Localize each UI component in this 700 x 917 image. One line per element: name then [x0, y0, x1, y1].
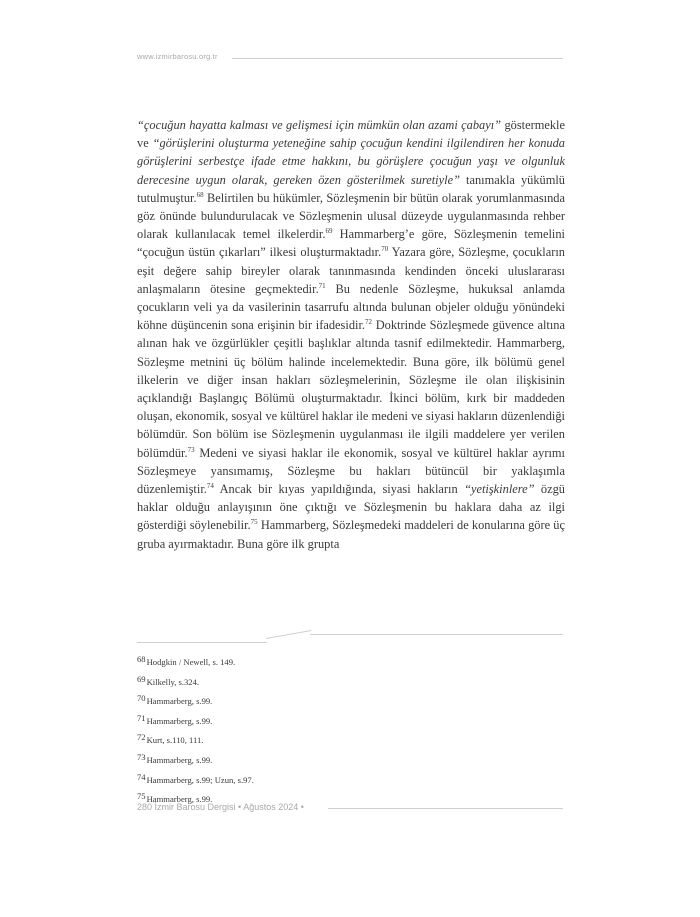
- footnote-item: [137, 650, 565, 670]
- text-segment: Hammarberg’e göre, Sözleşmenin temelini “çocuğun üstün çıkarları” ilkesi oluşturmaktadır.: [137, 227, 565, 260]
- footnote-number: 74: [137, 771, 146, 782]
- footnote-number: 69: [137, 673, 146, 684]
- footnote-item: [137, 728, 565, 748]
- footnote-text: Hodgkin / Newell, s. 149.: [146, 657, 236, 667]
- footnote-ref[interactable]: 73: [187, 445, 195, 454]
- footnote-ref[interactable]: 71: [318, 281, 326, 290]
- main-text: [137, 116, 565, 553]
- text-segment: göstermekle ve: [137, 118, 565, 151]
- footnotes: [137, 650, 565, 807]
- footnote-ref[interactable]: 72: [365, 318, 373, 327]
- footnote-number: 75: [137, 791, 146, 802]
- text-segment: Belirtilen bu hükümler, Sözleşmenin bir bütün olarak yorumlanmasında göz önünde bulundurulacak ve Sözleşmenin ulusal düzeyde uygulanmasında rehber olarak kullanılacak temel ilkelerdir.: [137, 190, 565, 242]
- footnote-text: Hammarberg, s.99.: [146, 754, 213, 765]
- footnote-number: 72: [137, 732, 146, 743]
- footnote-text: Hammarberg, s.99; Uzun, s.97.: [146, 774, 254, 785]
- text-segment: tanımakla yükümlü tutulmuştur.: [137, 172, 565, 205]
- footnote-divider: [137, 642, 267, 643]
- footnote-number: 70: [137, 693, 146, 704]
- footnote-text: Kilkelly, s.324.: [146, 676, 200, 687]
- text-segment: Ancak bir kıyas yapıldığında, siyasi hakların: [213, 482, 465, 497]
- footnote-item: [137, 748, 565, 768]
- footnote-divider-bend: [266, 630, 311, 639]
- page-footer: 280 İzmir Barosu Dergisi • Ağustos 2024 •: [137, 802, 304, 812]
- footnote-ref[interactable]: 69: [325, 227, 333, 236]
- footnote-ref[interactable]: 74: [206, 482, 214, 491]
- header-url: www.izmirbarosu.org.tr: [137, 52, 218, 61]
- footnote-ref[interactable]: 68: [196, 190, 204, 199]
- footnote-text: Hammarberg, s.99.: [146, 794, 213, 805]
- footnote-ref[interactable]: 75: [250, 518, 258, 527]
- footnote-item: [137, 768, 565, 788]
- footnote-number: 68: [137, 654, 146, 664]
- footnote-text: Hammarberg, s.99.: [146, 715, 213, 726]
- footnote-item: [137, 709, 565, 729]
- text-segment: Medeni ve siyasi haklar ile ekonomik, sosyal ve kültürel haklar ayrımı Sözleşmeye yansımamış, Sözleşme bu hakları bütüncül bir yaklaşımla düzenlemiştir.: [137, 445, 565, 497]
- footnote-ref[interactable]: 70: [381, 245, 389, 254]
- text-segment: Hammarberg, Sözleşmedeki maddeleri de konularına göre üç gruba ayırmaktadır. Buna göre ilk grupta: [137, 518, 565, 551]
- italic-quote: “görüşlerini oluşturma yeteneğine sahip çocuğun kendini ilgilendiren her konuda görüşlerini serbestçe ifade etme hakkını, bu görüşlere çocuğun yaşı ve olgunluk derecesine uygun olarak, gereken özen gösterilmek suretiyle”: [137, 136, 565, 187]
- footer-divider: [328, 808, 563, 809]
- footnote-item: [137, 689, 565, 709]
- italic-adult: “yetişkinlere”: [464, 482, 535, 497]
- footnote-number: 73: [137, 751, 146, 762]
- body-paragraph: [137, 116, 565, 553]
- footnote-item: [137, 670, 565, 690]
- footnote-number: 71: [137, 712, 146, 723]
- text-segment: Bu nedenle Sözleşme, hukuksal anlamda çocukların veli ya da vasilerinin tasarrufu altında bulunan objeler olduğu yönündeki köhne düşüncenin sona erişinin bir ifadesidir.: [137, 281, 565, 333]
- intro-quote: “çocuğun hayatta kalması ve gelişmesi için mümkün olan azami çabayı”: [137, 118, 502, 132]
- header-divider: [232, 58, 563, 59]
- text-segment: Doktrinde Sözleşmede güvence altına alınan hak ve özgürlükler çeşitli başlıklar altında tasnif edilmektedir. Hammarberg, Sözleşme metnini üç bölüm halinde incelemektedir. Buna göre, ilk bölümü genel ilkelerin ve diğer insan hakları sözleşmelerinin, Sözleşme ile olan ilişkisinin açıklandığı Başlangıç Bölümü oluşturmaktadır. İkinci bölüm, kırk bir maddeden oluşan, ekonomik, sosyal ve kültürel haklar ile medeni ve siyasi hakların düzenlendiği bölümdür. Son bölüm ise Sözleşmenin uygulanması ile ilgili maddelere yer verilen bölümdür.: [137, 318, 565, 460]
- footnote-text: Hammarberg, s.99.: [146, 696, 213, 707]
- footnote-text: Kurt, s.110, 111.: [146, 735, 204, 746]
- text-segment: özgü haklar olduğu anlayışının öne çıktığı ve Sözleşmenin bu haklara daha az ilgi gösterdiği söylenebilir.: [137, 482, 565, 533]
- footnote-divider-right: [310, 634, 563, 635]
- text-segment: Yazara göre, Sözleşme, çocukların eşit değere sahip bireyler olarak tanınmasında kendinden önceki uluslararası anlaşmaların ötesine geçmektedir.: [137, 245, 565, 296]
